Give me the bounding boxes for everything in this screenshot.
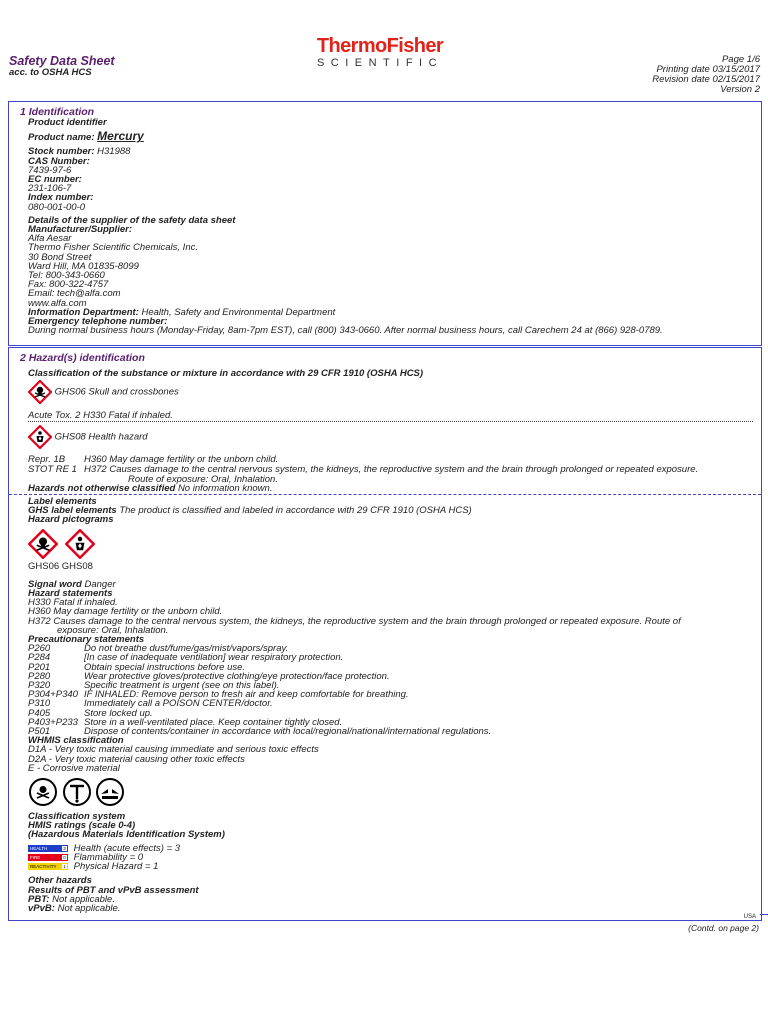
hmis-fire-tag [28,854,68,861]
hazard-statement: H372 Causes damage to the central nervous system, the kidneys, the reproductive system and the brain through prolonged or repeated exposure. Route of [28,615,681,627]
ghs-label-row [28,506,755,515]
dashed-divider [9,494,761,495]
stot-code: STOT RE 1 [28,464,77,475]
vpvb-row [28,904,755,913]
region-label: USA [743,914,756,920]
whmis-heading: WHMIS classification [28,735,124,747]
precautionary-text: Do not breathe dust/fume/gas/mist/vapors/spray. [84,643,289,655]
hmis-health-text: Health (acute effects) = 3 [73,842,181,854]
section-1-body [28,118,755,335]
product-name-label: Product name: [28,132,95,144]
pictogram-caption: GHS06 GHS08 [28,560,93,572]
margin-mark [760,914,768,915]
info-department-value: Health, Safety and Environmental Department [141,306,336,318]
not-classified-label: Hazards not otherwise classified [28,483,176,494]
hmis-health-tag [28,845,68,852]
repr-text: H360 May damage fertility or the unborn child. [84,454,279,465]
hazard-statement: H360 May damage fertility or the unborn child. [28,606,223,618]
precautionary-code: P403+P233 [28,716,78,728]
hmis-reactivity-tag-text: REACTIVITY [30,864,57,870]
health-hazard-icon [28,425,52,449]
whmis-item: E - Corrosive material [28,762,120,774]
document-title: Safety Data Sheet [9,54,115,68]
precautionary-text: Store in a well-ventilated place. Keep container tightly closed. [84,716,343,728]
supplier-line: Thermo Fisher Scientific Chemicals, Inc. [28,242,198,254]
precautionary-text: Wear protective gloves/protective clothing/eye protection/face protection. [84,670,390,682]
index-number-label: Index number: [28,192,94,204]
precautionary-text: Specific treatment is urgent (see on this label). [84,680,280,692]
precautionary-code: P284 [28,652,51,664]
ghs-label-value: The product is classified and labeled in accordance with 29 CFR 1910 (OSHA HCS) [119,505,472,517]
hmis-reactivity-tag [28,863,68,870]
vpvb-label: vPvB: [28,902,55,914]
hazard-statement: H330 Fatal if inhaled. [28,597,118,609]
precautionary-code: P260 [28,643,51,655]
document-subtitle: acc. to OSHA HCS [9,67,92,78]
revision-date: Revision date 02/15/2017 [652,74,760,85]
whmis-item: D2A - Very toxic material causing other toxic effects [28,753,245,765]
thermo-fisher-logo [300,35,460,70]
ghs08-row [28,425,148,449]
precautionary-code: P501 [28,726,51,738]
printing-date: Printing date 03/15/2017 [656,64,760,75]
cas-number-value: 7439-97-6 [28,164,72,176]
cas-number-label: CAS Number: [28,155,90,167]
hmis-fire-tag-text: FIRE [30,854,41,860]
manufacturer-label: Manufacturer/Supplier: [28,224,132,236]
whmis-toxic-icon [28,777,58,807]
hmis-reactivity-number: 1 [63,864,66,870]
emergency-phone-label: Emergency telephone number: [28,316,168,328]
dotted-divider [28,421,753,422]
supplier-line: www.alfa.com [28,297,87,309]
precautionary-code: P201 [28,661,51,673]
precautionary-text: Immediately call a POISON CENTER/doctor. [84,698,273,710]
label-elements-heading: Label elements [28,496,97,507]
hmis-table [28,844,755,872]
section-hazards [8,347,762,921]
continued-note: (Contd. on page 2) [688,923,759,933]
index-number-value: 080-001-00-0 [28,201,86,213]
stock-number-label: Stock number: [28,146,95,158]
hazard-pictograms-heading: Hazard pictograms [28,514,114,526]
precautionary-code: P405 [28,707,51,719]
ghs06-label: GHS06 Skull and crossbones [54,386,179,398]
repr-code: Repr. 1B [28,454,66,465]
page-number: Page 1/6 [721,54,760,65]
precautionary-heading: Precautionary statements [28,634,145,646]
hmis-fire-number: 0 [63,854,66,860]
classification-system-heading: Classification system [28,811,126,823]
ghs08-label: GHS08 Health hazard [54,431,148,443]
supplier-line: Alfa Aesar [28,233,72,245]
precautionary-text: Obtain special instructions before use. [84,661,246,673]
product-name-value: Mercury [97,129,144,144]
skull-crossbones-icon [28,380,52,404]
not-classified-row [28,483,272,494]
ec-number-label: EC number: [28,174,82,186]
stot-route: Route of exposure: Oral, Inhalation. [128,474,278,485]
whmis-symbols [28,777,755,808]
whmis-corrosive-icon [95,777,125,807]
classification-heading: Classification of the substance or mixture in accordance with 29 CFR 1910 (OSHA HCS) [28,368,424,379]
other-hazards-heading: Other hazards [28,875,92,887]
emergency-phone-value: During normal business hours (Monday-Friday, 8am-7pm EST), call (800) 343-0660. After normal business hours, call Carechem 24 at (866) 928-0789. [28,325,663,337]
stot-text: H372 Causes damage to the central nervous system, the kidneys, the reproductive system and the brain through prolonged or repeated exposure. [84,464,699,475]
ghs-label-label: GHS label elements [28,505,117,517]
logo-wordmark: ThermoFisher [316,35,444,57]
hazard-statements-heading: Hazard statements [28,588,113,600]
label-elements-block [28,497,755,913]
precautionary-code: P280 [28,670,51,682]
vpvb-value: Not applicable. [57,902,121,914]
supplier-line: 30 Bond Street [28,251,92,263]
hmis-health-number: 3 [63,845,66,851]
ghs06-row [28,380,179,404]
signal-word-value: Danger [84,578,116,590]
supplier-line: Fax: 800-322-4757 [28,279,109,291]
precautionary-text: [In case of inadequate ventilation] wear respiratory protection. [84,652,344,664]
signal-word-label: Signal word [28,578,82,590]
health-hazard-icon [65,529,95,559]
hazard-statement-continued: exposure: Oral, Inhalation. [57,624,169,636]
pbt-label: PBT: [28,893,50,905]
product-name-row [28,129,755,144]
logo-subtitle: SCIENTIFIC [316,57,444,69]
ec-number-value: 231-106-7 [28,183,72,195]
pictogram-row [28,529,755,560]
precautionary-statement [28,727,755,736]
section-identification [8,101,762,346]
section-1-title: 1 Identification [20,106,95,118]
version: Version 2 [720,84,760,95]
hmis-health-tag-text: HEALTH [30,845,48,851]
pbt-results-heading: Results of PBT and vPvB assessment [28,884,199,896]
whmis-other-toxic-icon [62,777,92,807]
acute-tox-row: Acute Tox. 2 H330 Fatal if inhaled. [28,410,173,421]
precautionary-code: P304+P340 [28,689,78,701]
supplier-line: Tel: 800-343-0660 [28,270,105,282]
pbt-value: Not applicable. [52,893,115,905]
hmis-physical-text: Physical Hazard = 1 [73,861,159,873]
supplier-details-heading: Details of the supplier of the safety data sheet [28,214,236,226]
document-header-right [652,55,760,95]
not-classified-value: No information known. [177,483,273,494]
hmis-full-name: (Hazardous Materials Identification System) [28,829,225,841]
section-2-title: 2 Hazard(s) identification [20,352,145,364]
product-identifier-heading: Product identifier [28,117,107,128]
signal-word-row [28,580,755,589]
info-department-label: Information Department: [28,306,139,318]
skull-crossbones-icon [28,529,58,559]
supplier-line: Email: tech@alfa.com [28,288,121,300]
stock-number-row [28,147,755,156]
pbt-row [28,895,755,904]
precautionary-text: Dispose of contents/container in accordance with local/regional/national/international regulations. [84,726,492,738]
document-header-left [9,55,115,78]
hmis-fire-text: Flammability = 0 [73,851,144,863]
precautionary-text: Store locked up. [84,707,153,719]
whmis-item: D1A - Very toxic material causing immediate and serious toxic effects [28,744,319,756]
hmis-ratings-heading: HMIS ratings (scale 0-4) [28,820,136,832]
supplier-line: Ward Hill, MA 01835-8099 [28,260,139,272]
precautionary-code: P310 [28,698,51,710]
stock-number-value: H31988 [97,146,131,158]
precautionary-list [28,644,755,736]
hmis-reactivity-row [28,862,755,871]
precautionary-code: P320 [28,680,51,692]
precautionary-text: IF INHALED: Remove person to fresh air and keep comfortable for breathing. [84,689,409,701]
